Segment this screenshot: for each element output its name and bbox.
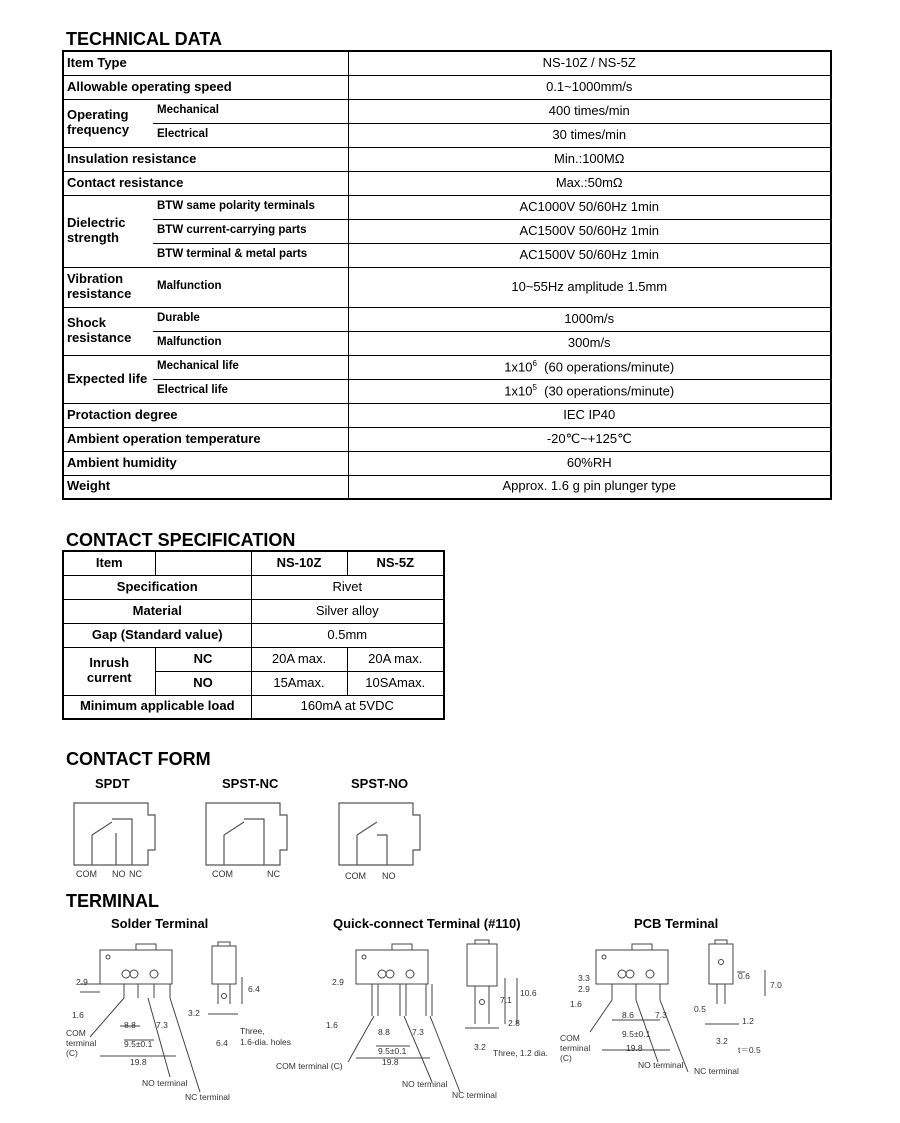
- spst-nc-label: SPST-NC: [222, 776, 279, 791]
- dielectric-label: Dielectric strength: [63, 195, 153, 267]
- humidity-label: Ambient humidity: [63, 451, 348, 475]
- life-elec-base: 1x10: [504, 383, 533, 399]
- diel-3-label: BTW terminal & metal parts: [153, 243, 348, 267]
- spst-nc-diagram: [206, 803, 287, 865]
- spdt-label: SPDT: [95, 776, 130, 791]
- table-row: [63, 123, 831, 147]
- life-label: Expected life: [63, 355, 153, 403]
- spst-no-no-text: NO: [382, 871, 396, 881]
- table-row: [63, 307, 831, 331]
- shock-durable-value: 1000m/s: [348, 307, 831, 331]
- table-row: [63, 331, 831, 355]
- solder-dim-9-5: 9.5±0.1: [124, 1039, 153, 1049]
- nc-value-2: 20A max.: [347, 647, 444, 671]
- quick-dim-2-9: 2.9: [332, 977, 344, 987]
- contact-spec-table: [62, 550, 445, 720]
- solder-dim-6-4-bottom: 6.4: [216, 1038, 228, 1048]
- nc-value-1: 20A max.: [251, 647, 347, 671]
- pcb-dim-0-6: 0.6: [738, 971, 750, 981]
- life-elec-exp: 5: [532, 382, 537, 392]
- vibration-label: Vibration resistance: [63, 267, 153, 307]
- shock-durable-label: Durable: [153, 307, 348, 331]
- solder-dim-1-6: 1.6: [72, 1010, 84, 1020]
- spdt-nc-text: NC: [129, 869, 142, 879]
- quick-nc-terminal-text: NC terminal: [452, 1090, 497, 1100]
- pcb-side-view: [705, 940, 765, 1024]
- quick-front-view: [348, 944, 460, 1092]
- pcb-terminal-label: PCB Terminal: [634, 916, 719, 931]
- solder-no-terminal-text: NO terminal: [142, 1078, 188, 1088]
- spdt-com-text: COM: [76, 869, 97, 879]
- quick-no-terminal-text: NO terminal: [402, 1079, 448, 1089]
- temperature-label: Ambient operation temperature: [63, 427, 348, 451]
- spst-nc-com-text: COM: [212, 869, 233, 879]
- spdt-diagram: [74, 803, 155, 865]
- solder-c-text: (C): [66, 1048, 78, 1058]
- quick-dim-9-5: 9.5±0.1: [378, 1046, 407, 1056]
- spec-blank-header: [155, 551, 251, 575]
- contact-spec-title: CONTACT SPECIFICATION: [66, 530, 296, 550]
- diel-2-value: AC1500V 50/60Hz 1min: [348, 219, 831, 243]
- insulation-value: Min.:100MΩ: [348, 147, 831, 171]
- pcb-dim-0-5: 0.5: [694, 1004, 706, 1014]
- contact-res-label: Contact resistance: [63, 171, 348, 195]
- spst-no-com-text: COM: [345, 871, 366, 881]
- solder-dim-2-9: 2.9: [76, 977, 88, 987]
- solder-side-view: [208, 942, 242, 1014]
- table-row: [63, 355, 831, 379]
- table-row: [63, 451, 831, 475]
- spec-col2-header: NS-5Z: [347, 551, 444, 575]
- table-row: [63, 51, 831, 75]
- quick-dim-10-6: 10.6: [520, 988, 537, 998]
- quick-dim-7-1: 7.1: [500, 995, 512, 1005]
- diel-1-label: BTW same polarity terminals: [153, 195, 348, 219]
- table-row: [63, 379, 831, 403]
- no-label: NO: [155, 671, 251, 695]
- pcb-c-text: (C): [560, 1053, 572, 1063]
- diel-2-label: BTW current-carrying parts: [153, 219, 348, 243]
- shock-malf-value: 300m/s: [348, 331, 831, 355]
- life-mech-rest: (60 operations/minute): [536, 359, 675, 375]
- material-label: Material: [63, 599, 251, 623]
- gap-value: 0.5mm: [251, 623, 444, 647]
- solder-dim-8-8: 8.8: [124, 1020, 136, 1030]
- insulation-label: Insulation resistance: [63, 147, 348, 171]
- solder-front-view: [80, 944, 200, 1092]
- life-mech-value: [348, 355, 831, 379]
- speed-label: Allowable operating speed: [63, 75, 348, 99]
- shock-malf-label: Malfunction: [153, 331, 348, 355]
- table-row: [63, 99, 831, 123]
- vib-sub-label: Malfunction: [153, 267, 348, 307]
- contact-form-diagrams: [60, 795, 460, 890]
- table-row: [63, 695, 444, 719]
- weight-label: Weight: [63, 475, 348, 499]
- pcb-dim-1-6: 1.6: [570, 999, 582, 1009]
- table-row: [63, 219, 831, 243]
- table-row: [63, 575, 444, 599]
- spec-item-header: Item: [63, 551, 155, 575]
- pcb-com-text: COM: [560, 1033, 580, 1043]
- table-row: [63, 427, 831, 451]
- solder-dim-3-2: 3.2: [188, 1008, 200, 1018]
- contact-res-value: Max.:50mΩ: [348, 171, 831, 195]
- life-elec-value: [348, 379, 831, 403]
- quick-dim-1-6: 1.6: [326, 1020, 338, 1030]
- solder-three-text: Three,: [240, 1026, 265, 1036]
- quick-dim-19-8: 19.8: [382, 1057, 399, 1067]
- life-mech-label: Mechanical life: [153, 355, 348, 379]
- weight-value: Approx. 1.6 g pin plunger type: [348, 475, 831, 499]
- pcb-dim-2-9: 2.9: [578, 984, 590, 994]
- item-type-label: Item Type: [63, 51, 348, 75]
- solder-dim-7-3: 7.3: [156, 1020, 168, 1030]
- spec-col1-header: NS-10Z: [251, 551, 347, 575]
- quick-connect-label: Quick-connect Terminal (#110): [333, 916, 521, 931]
- quick-dim-2-8: 2.8: [508, 1018, 520, 1028]
- life-elec-label: Electrical life: [153, 379, 348, 403]
- solder-holes-text: 1.6-dia. holes: [240, 1037, 292, 1047]
- table-row: [63, 75, 831, 99]
- temperature-value: -20℃~+125℃: [348, 427, 831, 451]
- freq-elec-value: 30 times/min: [348, 123, 831, 147]
- life-elec-rest: (30 operations/minute): [536, 383, 675, 399]
- diel-3-value: AC1500V 50/60Hz 1min: [348, 243, 831, 267]
- frequency-label: Operating frequency: [63, 99, 153, 147]
- spst-nc-nc-text: NC: [267, 869, 280, 879]
- gap-label: Gap (Standard value): [63, 623, 251, 647]
- no-value-1: 15Amax.: [251, 671, 347, 695]
- table-row: [63, 551, 444, 575]
- quick-dim-7-3: 7.3: [412, 1027, 424, 1037]
- solder-terminal-label: Solder Terminal: [111, 916, 209, 931]
- pcb-no-terminal-text: NO terminal: [638, 1060, 684, 1070]
- solder-com-text: COM: [66, 1028, 86, 1038]
- technical-data-table: [62, 50, 832, 500]
- technical-data-title: TECHNICAL DATA: [66, 29, 222, 49]
- nc-label: NC: [155, 647, 251, 671]
- life-mech-exp: 6: [532, 358, 537, 368]
- table-row: [63, 267, 831, 307]
- table-row: [63, 623, 444, 647]
- pcb-nc-terminal-text: NC terminal: [694, 1066, 739, 1076]
- table-row: [63, 475, 831, 499]
- protection-label: Protaction degree: [63, 403, 348, 427]
- solder-dim-6-4-side: 6.4: [248, 984, 260, 994]
- inrush-label: Inrush current: [63, 647, 155, 695]
- table-row: [63, 171, 831, 195]
- terminal-title: TERMINAL: [66, 891, 159, 911]
- pcb-terminal-text: terminal: [560, 1043, 591, 1053]
- speed-value: 0.1~1000mm/s: [348, 75, 831, 99]
- pcb-dim-3-2: 3.2: [716, 1036, 728, 1046]
- table-row: [63, 195, 831, 219]
- pcb-dim-7-3: 7.3: [655, 1010, 667, 1020]
- table-row: [63, 647, 444, 671]
- pcb-dim-1-2: 1.2: [742, 1016, 754, 1026]
- min-load-value: 160mA at 5VDC: [251, 695, 444, 719]
- life-mech-base: 1x10: [504, 359, 533, 375]
- spst-no-diagram: [339, 803, 420, 865]
- diel-1-value: AC1000V 50/60Hz 1min: [348, 195, 831, 219]
- pcb-dim-19-8: 19.8: [626, 1043, 643, 1053]
- table-row: [63, 403, 831, 427]
- solder-nc-terminal-text: NC terminal: [185, 1092, 230, 1102]
- freq-elec-label: Electrical: [153, 123, 348, 147]
- humidity-value: 60%RH: [348, 451, 831, 475]
- spdt-no-text: NO: [112, 869, 126, 879]
- specification-value: Rivet: [251, 575, 444, 599]
- pcb-thickness: t＝0.5: [738, 1045, 761, 1055]
- table-row: [63, 147, 831, 171]
- pcb-dim-8-6: 8.6: [622, 1010, 634, 1020]
- pcb-dim-9-5: 9.5±0.1: [622, 1029, 651, 1039]
- item-type-value: NS-10Z / NS-5Z: [348, 51, 831, 75]
- solder-terminal-text: terminal: [66, 1038, 97, 1048]
- shock-label: Shock resistance: [63, 307, 153, 355]
- freq-mech-label: Mechanical: [153, 99, 348, 123]
- no-value-2: 10SAmax.: [347, 671, 444, 695]
- table-row: [63, 243, 831, 267]
- material-value: Silver alloy: [251, 599, 444, 623]
- table-row: [63, 599, 444, 623]
- quick-dim-8-8: 8.8: [378, 1027, 390, 1037]
- spst-no-label: SPST-NO: [351, 776, 409, 791]
- pcb-dim-7-0: 7.0: [770, 980, 782, 990]
- quick-com-terminal-text: COM terminal (C): [276, 1061, 343, 1071]
- min-load-label: Minimum applicable load: [63, 695, 251, 719]
- protection-value: IEC IP40: [348, 403, 831, 427]
- terminal-drawings: [60, 932, 860, 1112]
- quick-dim-3-2: 3.2: [474, 1042, 486, 1052]
- solder-dim-19-8: 19.8: [130, 1057, 147, 1067]
- quick-side-view: [465, 940, 517, 1028]
- contact-form-title: CONTACT FORM: [66, 749, 211, 769]
- pcb-dim-3-3: 3.3: [578, 973, 590, 983]
- quick-three-dia-text: Three, 1.2 dia.: [493, 1048, 548, 1058]
- freq-mech-value: 400 times/min: [348, 99, 831, 123]
- specification-label: Specification: [63, 575, 251, 599]
- vib-value: 10~55Hz amplitude 1.5mm: [348, 267, 831, 307]
